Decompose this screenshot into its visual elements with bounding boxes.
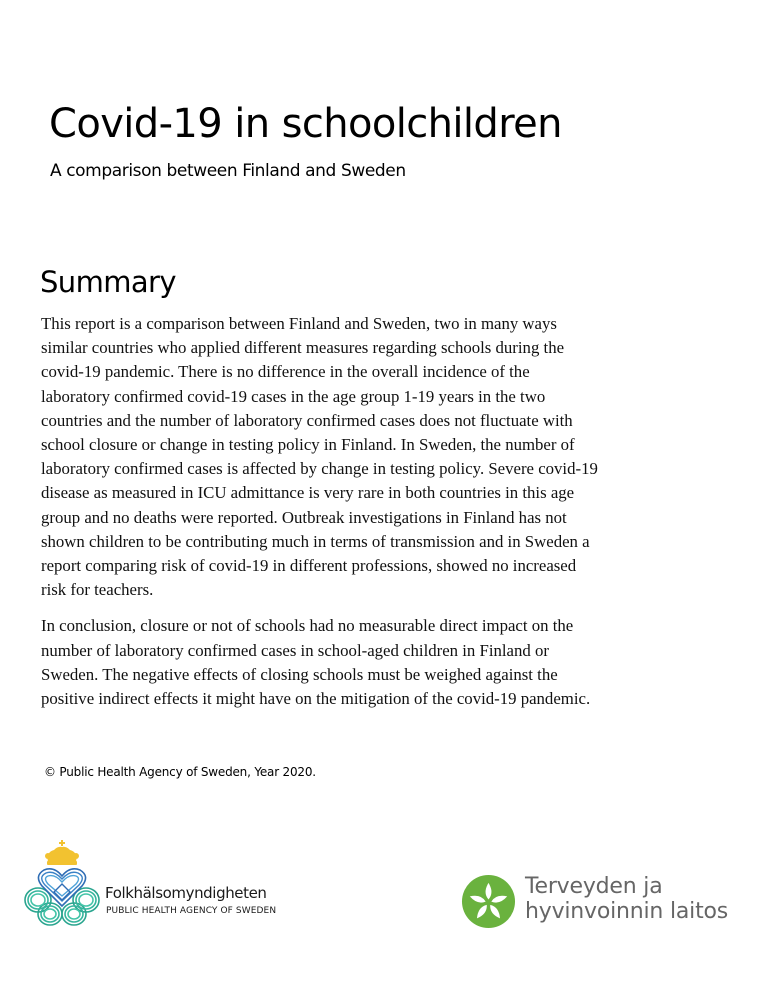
text-line: In conclusion, closure or not of schools had no measurable direct impact on the: [41, 616, 574, 636]
text-line: similar countries who applied different measures regarding schools during the: [41, 338, 565, 358]
text-line: This report is a comparison between Finland and Sweden, two in many ways: [41, 314, 557, 333]
summary-heading: Summary: [40, 265, 176, 299]
text-line: laboratory confirmed covid-19 cases in the age group 1-19 years in the two: [41, 386, 546, 406]
text-line: school closure or change in testing policy in Finland. In Sweden, the number of: [41, 435, 575, 455]
text-line: report comparing risk of covid-19 in different professions, showed no increased: [41, 556, 577, 576]
text-line: number of laboratory confirmed cases in school-aged children in Finland or: [41, 640, 549, 660]
text-line: group and no deaths were reported. Outbreak investigations in Finland has not: [41, 507, 567, 527]
text-line: shown children to be contributing much in terms of transmission and in Sweden a: [41, 531, 590, 551]
text-line: disease as measured in ICU admittance is very rare in both countries in this age: [41, 483, 575, 503]
flower-circle-icon: [461, 874, 516, 929]
text-line: Sweden. The negative effects of closing schools must be weighed against the: [41, 664, 558, 684]
thl-name-line-1: Terveyden ja: [525, 874, 663, 899]
document-subtitle: A comparison between Finland and Sweden: [50, 161, 406, 181]
document-title: Covid-19 in schoolchildren: [49, 101, 562, 147]
copyright-notice: © Public Health Agency of Sweden, Year 2020.: [44, 765, 316, 779]
summary-paragraph-2: [41, 614, 641, 711]
crown-heart-knot-icon: [22, 840, 102, 928]
folkhalsomyndigheten-logo: [22, 840, 282, 930]
text-line: risk for teachers.: [41, 580, 154, 600]
summary-paragraph-1: [41, 312, 641, 602]
text-line: countries and the number of laboratory confirmed cases does not fluctuate with: [41, 410, 573, 430]
thl-name-line-2: hyvinvoinnin laitos: [525, 899, 729, 924]
text-line: covid-19 pandemic. There is no difference in the overall incidence of the: [41, 362, 530, 382]
thl-logo: [461, 868, 751, 932]
text-line: positive indirect effects it might have on the mitigation of the covid-19 pandemic.: [41, 689, 591, 709]
summary-body: [41, 312, 641, 711]
text-line: laboratory confirmed cases is affected by change in testing policy. Severe covid-19: [41, 459, 598, 479]
folkhalsomyndigheten-subtitle: PUBLIC HEALTH AGENCY OF SWEDEN: [106, 906, 277, 916]
folkhalsomyndigheten-name: Folkhälsomyndigheten: [105, 884, 267, 902]
